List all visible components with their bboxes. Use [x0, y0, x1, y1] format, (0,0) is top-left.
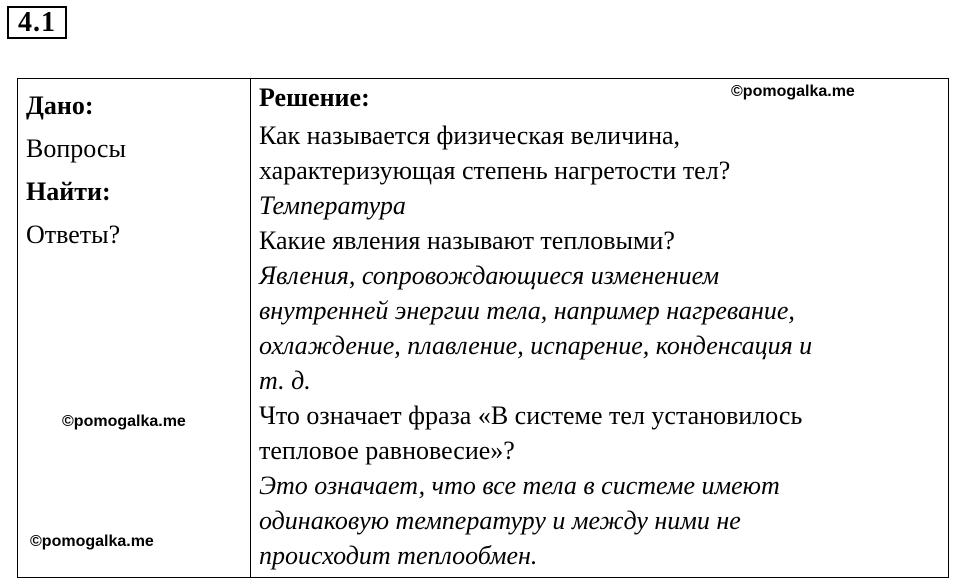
question-line: характеризующая степень нагретости тел? [259, 156, 731, 185]
answer-line: происходит теплообмен. [259, 541, 538, 570]
watermark-top: ©pomogalka.me [731, 83, 855, 100]
answer-line: Явления, сопровождающиеся изменением [259, 261, 720, 290]
question-line: Какие явления называют тепловыми? [259, 226, 675, 255]
given-value: Вопросы [26, 134, 126, 163]
question-line: Что означает фраза «В системе тел установилось [259, 401, 803, 430]
answer-line: внутренней энергии тела, например нагревание, [259, 296, 795, 325]
answer-line: охлаждение, плавление, испарение, конденсация и [259, 331, 813, 360]
answer-line: Это означает, что все тела в системе имеют [259, 471, 780, 500]
answer-line: т. д. [259, 366, 311, 395]
question-line: Как называется физическая величина, [259, 121, 681, 150]
answer-line: одинаковую температуру и между ними не [259, 506, 741, 535]
watermark-middle: ©pomogalka.me [62, 413, 186, 430]
column-divider [250, 78, 251, 578]
given-column [26, 84, 246, 256]
given-heading: Дано: [26, 91, 94, 120]
watermark-bottom: ©pomogalka.me [30, 533, 154, 550]
solution-text [259, 118, 939, 573]
find-heading: Найти: [26, 177, 111, 206]
solution-column [259, 82, 939, 573]
solution-heading: Решение: [259, 83, 370, 112]
question-line: тепловое равновесие»? [259, 436, 515, 465]
find-value: Ответы? [26, 220, 121, 249]
answer-line: Температура [259, 191, 406, 220]
problem-number: 4.1 [7, 6, 67, 39]
